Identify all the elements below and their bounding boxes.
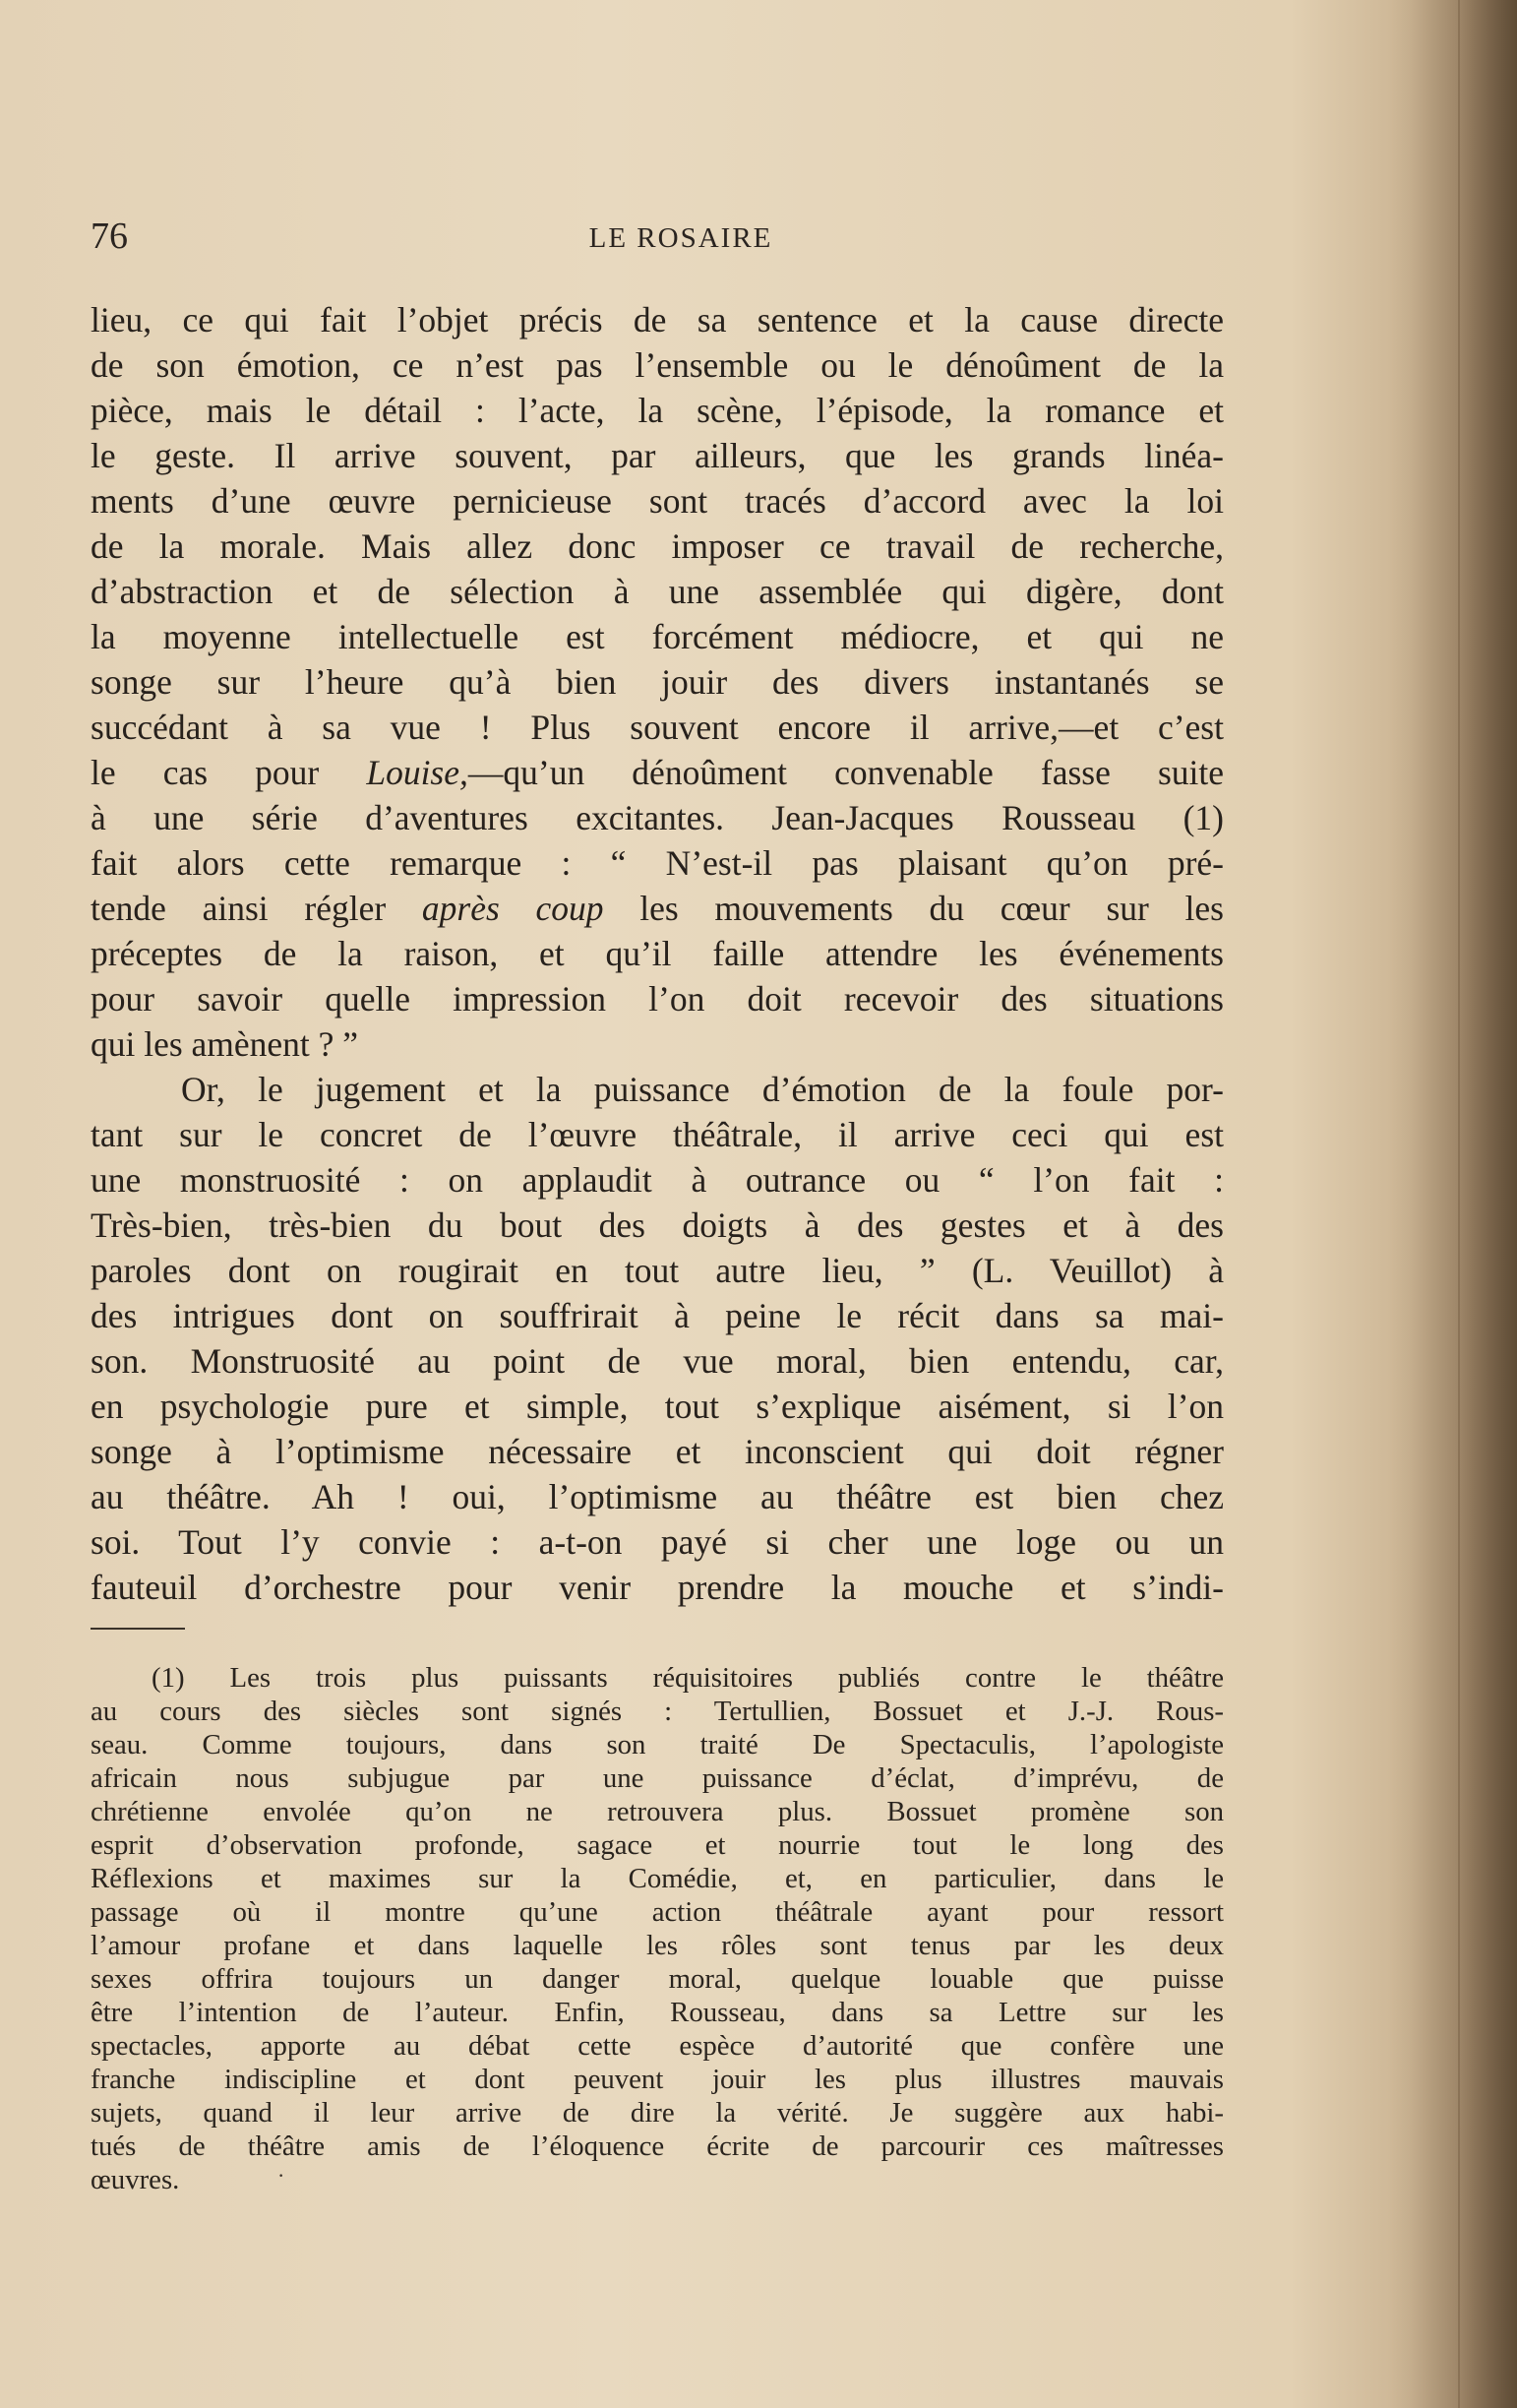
text-line: songe sur l’heure qu’à bien jouir des divers instantanés se	[91, 662, 1224, 702]
text-line: succédant à sa vue ! Plus souvent encore il arrive,—et c’est	[91, 708, 1224, 747]
italic-title: après coup	[421, 889, 604, 928]
text-line: la moyenne intellectuelle est forcément médiocre, et qui ne	[91, 617, 1224, 656]
footnote-line: sexes offrira toujours un danger moral, quelque louable que puisse	[91, 1963, 1224, 1995]
text-line: d’abstraction et de sélection à une assemblée qui digère, dont	[91, 572, 1224, 611]
footnote-line: au cours des siècles sont signés : Tertullien, Bossuet et J.-J. Rous-	[91, 1696, 1224, 1727]
text-line: le geste. Il arrive souvent, par ailleurs, que les grands linéa-	[91, 436, 1224, 475]
text-line: pièce, mais le détail : l’acte, la scène, l’épisode, la romance et	[91, 391, 1224, 430]
footnote-line: seau. Comme toujours, dans son traité De Spectaculis, l’apologiste	[91, 1729, 1224, 1760]
text-line: lieu, ce qui fait l’objet précis de sa sentence et la cause directe	[91, 300, 1224, 340]
print-dot: ·	[277, 2163, 285, 2188]
running-title: LE ROSAIRE	[588, 222, 773, 254]
text-line: soi. Tout l’y convie : a-t-on payé si cher une loge ou un	[91, 1522, 1224, 1562]
footnote	[91, 1661, 1224, 2196]
footnote-line: Réflexions et maximes sur la Comédie, et, en particulier, dans le	[91, 1863, 1224, 1894]
text-line: Or, le jugement et la puissance d’émotion de la foule por-	[181, 1070, 1224, 1109]
text-line: fait alors cette remarque : “ N’est-il pas plaisant qu’on pré-	[91, 843, 1224, 883]
text-line: des intrigues dont on souffrirait à peine le récit dans sa mai-	[91, 1296, 1224, 1335]
text-line: qui les amènent ? ”	[91, 1024, 359, 1064]
text-line: songe à l’optimisme nécessaire et inconscient qui doit régner	[91, 1432, 1224, 1471]
text-line: tende ainsi régler après coup les mouvements du cœur sur les	[91, 889, 1224, 928]
footnote-line: œuvres.	[91, 2164, 180, 2195]
text-line: ments d’une œuvre pernicieuse sont tracés d’accord avec la loi	[91, 481, 1224, 521]
text-line: son. Monstruosité au point de vue moral, bien entendu, car,	[91, 1341, 1224, 1381]
text-line: pour savoir quelle impression l’on doit recevoir des situations	[91, 979, 1224, 1019]
footnote-line: (1) Les trois plus puissants réquisitoires publiés contre le théâtre	[152, 1662, 1224, 1694]
footnote-line: tués de théâtre amis de l’éloquence écrite de parcourir ces maîtresses	[91, 2130, 1224, 2162]
page-header	[91, 215, 1232, 274]
text-line: paroles dont on rougirait en tout autre lieu, ” (L. Veuillot) à	[91, 1251, 1224, 1290]
footnote-divider	[91, 1628, 185, 1630]
footnote-line: sujets, quand il leur arrive de dire la vérité. Je suggère aux habi-	[91, 2097, 1224, 2129]
footnote-line: franche indiscipline et dont peuvent jouir les plus illustres mauvais	[91, 2064, 1224, 2095]
footnote-line: africain nous subjugue par une puissance d’éclat, d’imprévu, de	[91, 1762, 1224, 1794]
page-number: 76	[91, 216, 128, 257]
page-edge	[1458, 0, 1460, 2408]
italic-title: Louise,	[366, 753, 468, 792]
main-text	[91, 297, 1224, 1610]
text-line: fauteuil d’orchestre pour venir prendre la mouche et s’indi-	[91, 1568, 1224, 1607]
text-line: préceptes de la raison, et qu’il faille attendre les événements	[91, 934, 1224, 973]
footnote-line: spectacles, apporte au débat cette espèce d’autorité que confère une	[91, 2030, 1224, 2062]
text-line: en psychologie pure et simple, tout s’explique aisément, si l’on	[91, 1387, 1224, 1426]
text-line: à une série d’aventures excitantes. Jean-Jacques Rousseau (1)	[91, 798, 1224, 837]
text-line: de la morale. Mais allez donc imposer ce travail de recherche,	[91, 526, 1224, 566]
footnote-line: l’amour profane et dans laquelle les rôles sont tenus par les deux	[91, 1930, 1224, 1961]
text-line: au théâtre. Ah ! oui, l’optimisme au théâtre est bien chez	[91, 1477, 1224, 1516]
footnote-line: être l’intention de l’auteur. Enfin, Rousseau, dans sa Lettre sur les	[91, 1997, 1224, 2028]
text-line: le cas pour Louise,—qu’un dénoûment convenable fasse suite	[91, 753, 1224, 792]
text-line: Très-bien, très-bien du bout des doigts à des gestes et à des	[91, 1205, 1224, 1245]
footnote-line: passage où il montre qu’une action théâtrale ayant pour ressort	[91, 1896, 1224, 1928]
footnote-line: esprit d’observation profonde, sagace et nourrie tout le long des	[91, 1829, 1224, 1861]
spine-shadow	[1389, 0, 1517, 2408]
text-line: de son émotion, ce n’est pas l’ensemble ou le dénoûment de la	[91, 345, 1224, 385]
text-line: tant sur le concret de l’œuvre théâtrale, il arrive ceci qui est	[91, 1115, 1224, 1154]
footnote-line: chrétienne envolée qu’on ne retrouvera plus. Bossuet promène son	[91, 1796, 1224, 1827]
text-line: une monstruosité : on applaudit à outrance ou “ l’on fait :	[91, 1160, 1224, 1200]
